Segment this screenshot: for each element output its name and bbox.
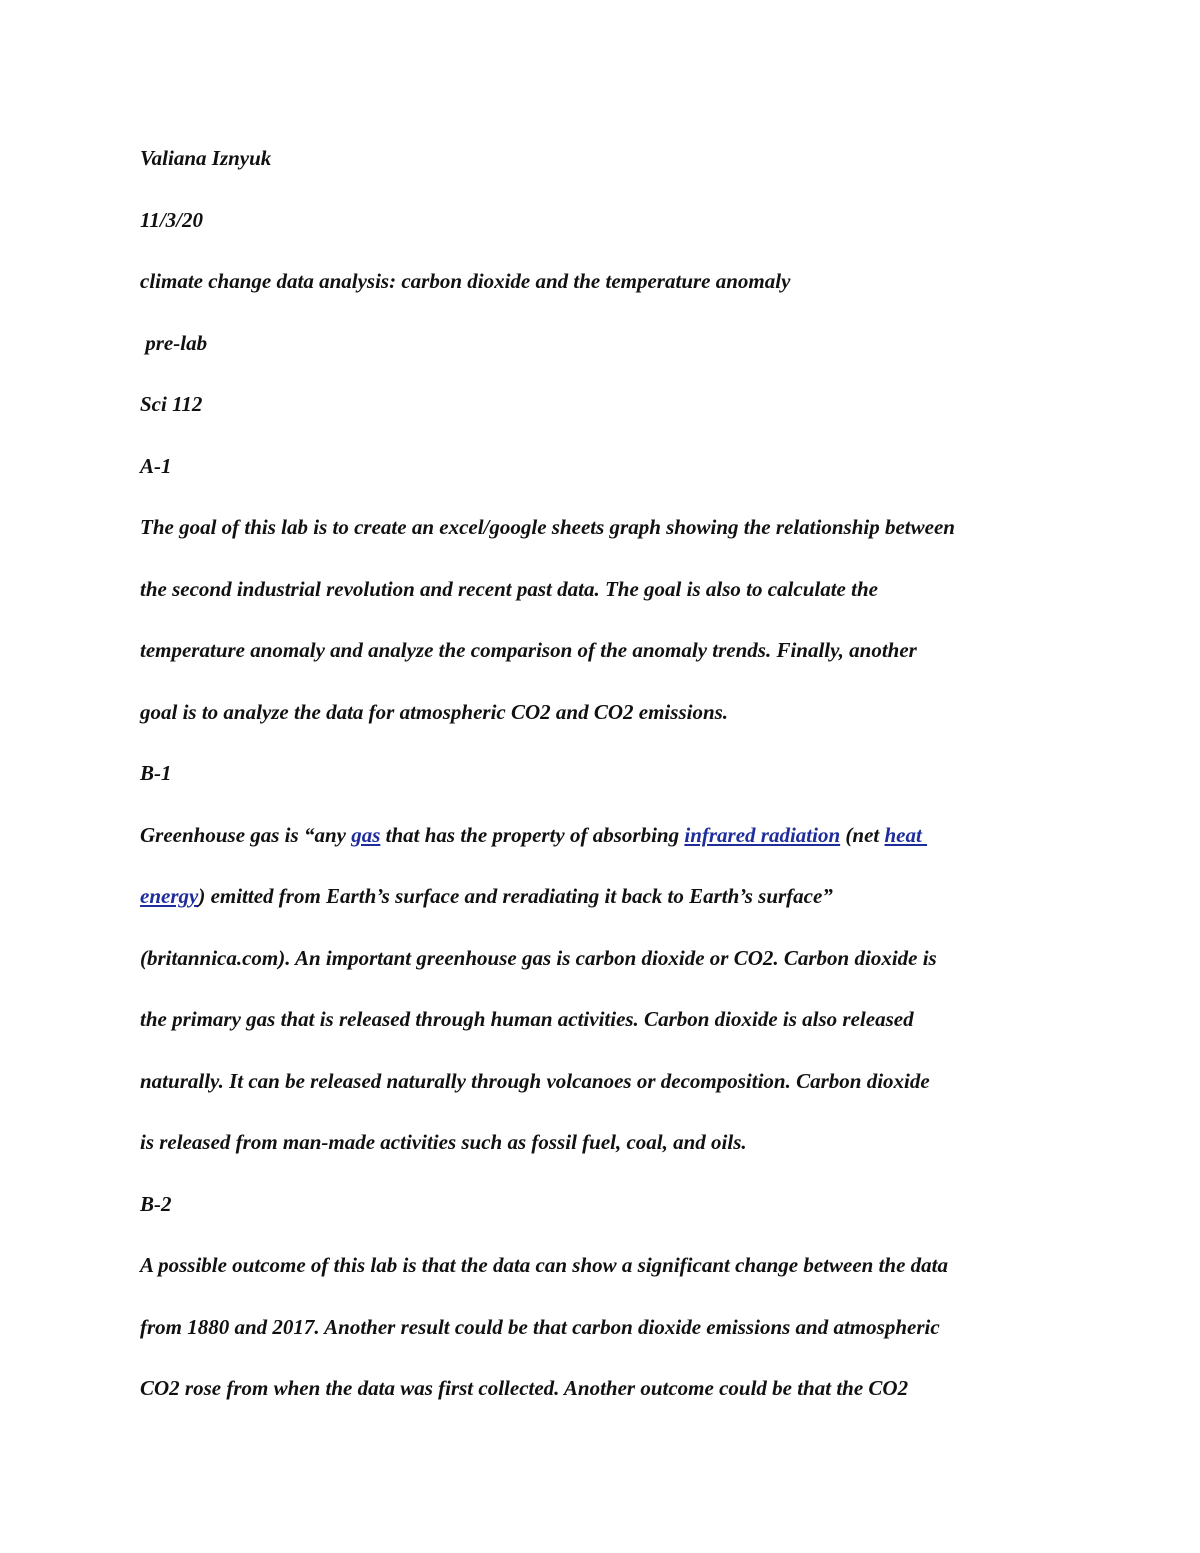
gas-link[interactable]: gas bbox=[351, 822, 381, 847]
paragraph-line: the primary gas that is released through human activities. Carbon dioxide is also released bbox=[140, 1007, 914, 1031]
paragraph-line: naturally. It can be released naturally through volcanoes or decomposition. Carbon dioxide bbox=[140, 1068, 930, 1093]
section-heading-a1: A-1 bbox=[140, 453, 172, 478]
heat-energy-link-continued[interactable]: energy bbox=[140, 884, 199, 908]
section-b1-paragraph bbox=[140, 817, 1065, 1186]
paragraph-line bbox=[140, 878, 1065, 940]
section-b2-paragraph bbox=[140, 1247, 1065, 1432]
document-date: 11/3/20 bbox=[140, 207, 204, 232]
section-a1-paragraph bbox=[140, 509, 1065, 755]
paragraph-line: CO2 rose from when the data was first collected. Another outcome could be that the CO2 bbox=[140, 1376, 909, 1400]
author-name: Valiana Iznyuk bbox=[140, 146, 272, 170]
document-subtitle: pre-lab bbox=[140, 330, 208, 355]
course-name: Sci 112 bbox=[140, 392, 203, 416]
paragraph-text: (net bbox=[840, 822, 885, 847]
paragraph-line: The goal of this lab is to create an excel/google sheets graph showing the relationship between bbox=[140, 515, 955, 539]
paragraph-line: the second industrial revolution and recent past data. The goal is also to calculate the bbox=[140, 576, 878, 601]
infrared-radiation-link[interactable]: infrared radiation bbox=[684, 822, 841, 847]
paragraph-line: temperature anomaly and analyze the comparison of the anomaly trends. Finally, another bbox=[140, 638, 917, 662]
section-heading-b2: B-2 bbox=[140, 1191, 172, 1216]
document-body bbox=[140, 140, 1065, 1432]
document-title: climate change data analysis: carbon dioxide and the temperature anomaly bbox=[140, 269, 791, 293]
paragraph-text: ) emitted from Earth’s surface and reradiating it back to Earth’s surface” bbox=[198, 884, 833, 908]
heat-energy-link[interactable]: heat bbox=[884, 822, 928, 847]
paragraph-line: goal is to analyze the data for atmospheric CO2 and CO2 emissions. bbox=[140, 699, 729, 724]
paragraph-line: from 1880 and 2017. Another result could be that carbon dioxide emissions and atmospheric bbox=[140, 1314, 940, 1339]
paragraph-line: A possible outcome of this lab is that the data can show a significant change between the data bbox=[140, 1253, 948, 1277]
section-heading-b1: B-1 bbox=[140, 761, 172, 785]
paragraph-text: that has the property of absorbing bbox=[380, 822, 685, 847]
paragraph-line: is released from man-made activities such as fossil fuel, coal, and oils. bbox=[140, 1130, 747, 1154]
paragraph-text: Greenhouse gas is “any bbox=[140, 822, 352, 847]
paragraph-line: (britannica.com). An important greenhouse gas is carbon dioxide or CO2. Carbon dioxide is bbox=[140, 945, 937, 970]
paragraph-line bbox=[140, 817, 1065, 879]
